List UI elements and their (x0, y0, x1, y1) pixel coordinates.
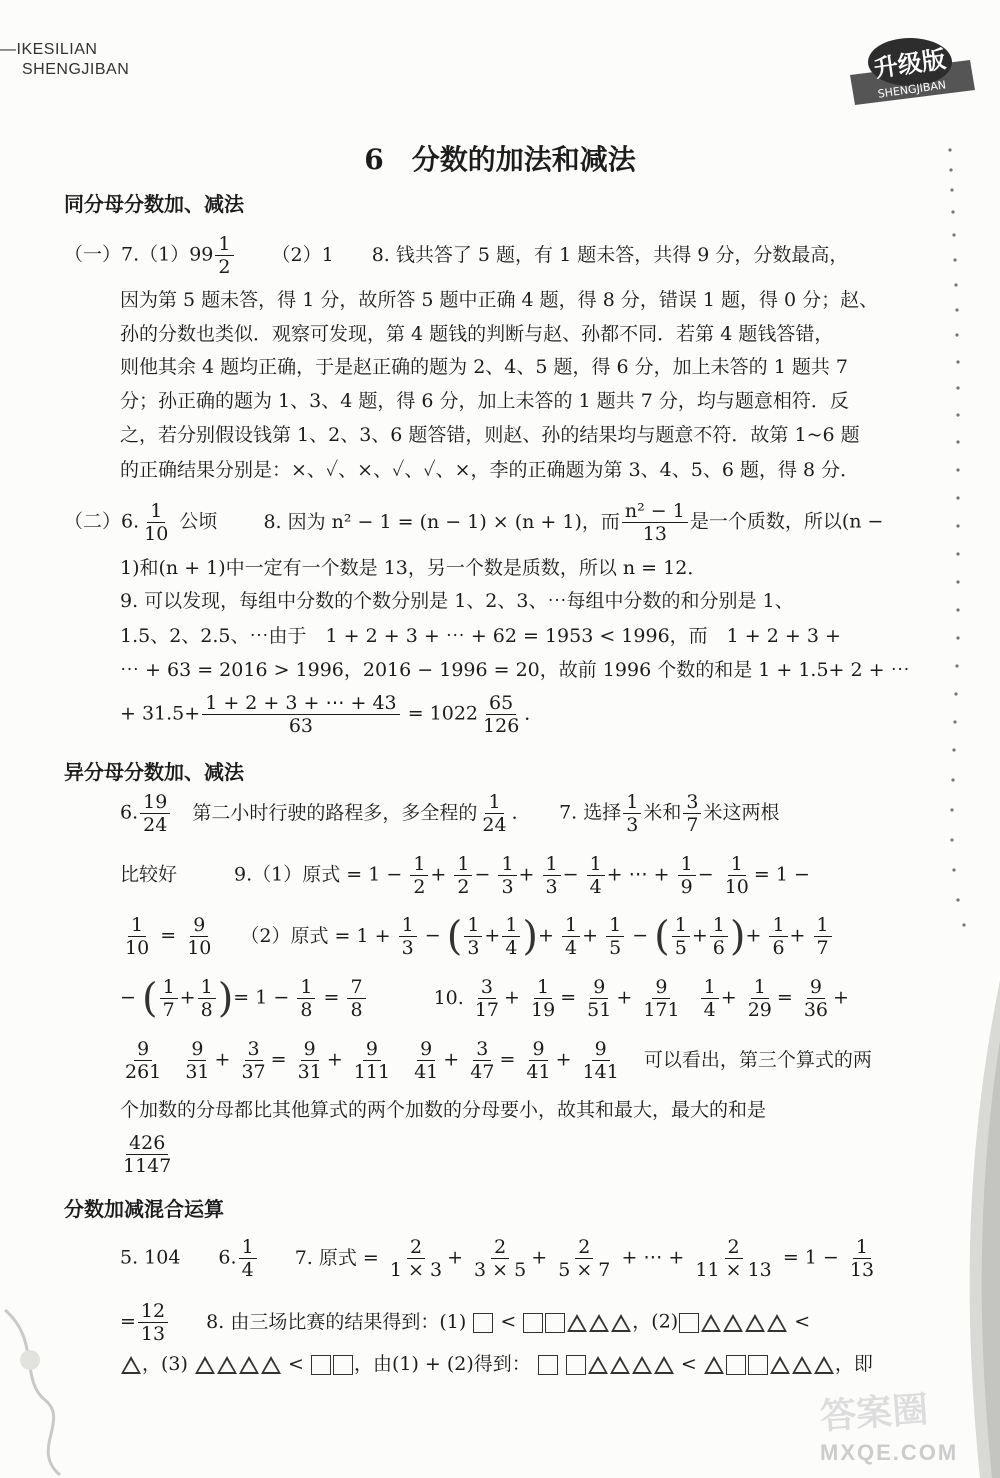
fraction: $\frac{2}{3 \times 5}$ (474, 1236, 527, 1281)
fraction: $\frac{1}{4}$ (562, 914, 580, 959)
fraction: $\frac{19}{24}$ (140, 791, 170, 836)
fraction: $\frac{1}{3}$ (498, 853, 516, 898)
section-heading-1: 同分母分数加、减法 (64, 194, 244, 216)
triangle-symbol (195, 1356, 215, 1374)
part3-line-e: $\frac{9}{261}$ $\frac{9}{31}$ + $\frac{3}{37}$ = $\frac{9}{31}$ + $\frac{9}{111}$ $\frac{9}{41}$ + $\frac{3}{47}$ = $\frac{9}{41}$ + $\frac{9}{141}$ 可以看出，第三个算式的两 (120, 1038, 872, 1083)
fraction: $\frac{1}{4}$ (502, 914, 520, 959)
part3-line-g (118, 1132, 176, 1177)
fraction: $\frac{3}{7}$ (683, 791, 701, 836)
part3-line-c: $\frac{1}{10}$ = $\frac{9}{10}$ （2）原式 = 1 + $\frac{1}{3}$ − ( $\frac{1}{3}$ + $\frac{1}{4}$ )+ $\frac{1}{4}$ + $\frac{1}{5}$ − ( $\frac{1}{5}$ + $\frac{1}{6}$ )+ $\frac{1}{6}$ + $\frac{1}{7}$ (120, 914, 834, 959)
part2-line-2: 1)和(n + 1)中一定有一个数是 13，另一个数是质数，所以 n = 12． (120, 557, 707, 579)
badge-text: 升级版 (872, 45, 948, 83)
triangle-symbol (611, 1314, 631, 1332)
fraction: $\frac{1}{9}$ (678, 853, 696, 898)
fraction: $\frac{9}{31}$ (185, 1038, 210, 1083)
fraction: $\frac{1}{7}$ (814, 914, 832, 959)
fraction: $\frac{65}{126}$ (483, 692, 520, 737)
square-symbol (311, 1355, 331, 1375)
square-symbol (333, 1355, 353, 1375)
fraction: $\frac{2}{5 \times 7}$ (558, 1236, 611, 1281)
part2-line-6: + 31.5+ $\frac{1 + 2 + 3 + \cdots + 43}{63}$ = 1022 $\frac{65}{126}$ ． (120, 692, 544, 737)
fraction: $\frac{9}{31}$ (297, 1038, 322, 1083)
part4-line-a: 5. 104 6. $\frac{1}{4}$ 7. 原式 = $\frac{2}{1 \times 3}$ + $\frac{2}{3 \times 5}$ + $\frac{2}{5 \times 7}$ + ⋯ + $\frac{2}{11 \times 13}$ = 1 − $\frac{1}{13}$ (120, 1236, 879, 1281)
part3-line-a: 6. $\frac{19}{24}$ 第二小时行驶的路程多，多全程的 $\frac{1}{24}$ ． 7. 选择 $\frac{1}{3}$ 米和 $\frac{3}{7}$ 米这两根 (120, 791, 780, 836)
header-line1: —IKESILIAN (0, 41, 98, 58)
fraction: $\frac{3}{37}$ (241, 1038, 266, 1083)
triangle-symbol (654, 1356, 674, 1374)
triangle-symbol (814, 1356, 834, 1374)
watermark-logo: 答案圈 (818, 1388, 930, 1437)
fraction: $\frac{9}{111}$ (353, 1038, 391, 1083)
square-symbol (726, 1355, 746, 1375)
fraction: $\frac{1}{8}$ (297, 976, 315, 1021)
fraction: $\frac{12}{13}$ (138, 1300, 168, 1345)
triangle-symbol (217, 1356, 237, 1374)
triangle-symbol (701, 1314, 721, 1332)
fraction: $\frac{1}{2}$ (410, 853, 428, 898)
triangle-symbol (567, 1314, 587, 1332)
section-heading-3: 分数加减混合运算 (64, 1199, 224, 1221)
running-header (0, 40, 129, 80)
part4-line-c: ，(3) < ，由(1) + (2)得到： < ，即 (120, 1352, 873, 1376)
fraction: $\frac{9}{41}$ (526, 1038, 551, 1083)
triangle-symbol (610, 1356, 630, 1374)
part3-line-d: − ( $\frac{1}{7}$ + $\frac{1}{8}$ )= 1 − $\frac{1}{8}$ = $\frac{7}{8}$ 10. $\frac{3}{17}$ + $\frac{1}{19}$ = $\frac{9}{51}$ + $\frac{9}{171}$ $\frac{1}{4}$ + $\frac{1}{29}$ = $\frac{9}{36}$ + (120, 975, 849, 1022)
triangle-symbol (723, 1314, 743, 1332)
header-line2: SHENGJIBAN (22, 61, 130, 78)
fraction: $\frac{9}{261}$ (125, 1038, 162, 1083)
triangle-symbol (121, 1356, 141, 1374)
fraction: $\frac{9}{41}$ (414, 1038, 439, 1083)
part3-line-f: 个加数的分母都比其他算式的两个加数的分母要小，故其和最大，最大的和是 (120, 1099, 767, 1121)
triangle-symbol (792, 1356, 812, 1374)
fraction: $\frac{3}{47}$ (470, 1038, 495, 1083)
edition-badge (840, 30, 980, 110)
triangle-symbol (632, 1356, 652, 1374)
fraction: $\frac{9}{171}$ (643, 976, 680, 1021)
part2-line-3: 9. 可以发现，每组中分数的个数分别是 1、2、3、⋯每组中分数的和分别是 1、 (120, 590, 794, 612)
part1-line-6: 的正确结果分别是：×、✓、×、✓、✓、×，李的正确题为第 3、4、5、6 题，得 8 分． (120, 459, 860, 481)
triangle-symbol (589, 1314, 609, 1332)
fraction: $\frac{2}{1 \times 3}$ (389, 1236, 443, 1281)
fraction: $\frac{9}{10}$ (187, 914, 212, 959)
fraction: $\frac{1}{7}$ (160, 976, 178, 1021)
fraction: $\frac{9}{36}$ (803, 976, 829, 1021)
fraction: $\frac{1}{13}$ (849, 1236, 875, 1281)
fraction: $\frac{1}{4}$ (587, 853, 605, 898)
square-symbol (545, 1313, 565, 1333)
chapter-title: 6 分数的加法和减法 (364, 143, 636, 176)
triangle-symbol (239, 1356, 259, 1374)
triangle-symbol (261, 1356, 281, 1374)
part1-first-line: （一）7.（1）99 $\frac{1}{2}$ （2）1 8. 钱共答了 5 题，有 1 题未答，共得 9 分，分数最高， (64, 233, 849, 278)
dotted-edge-decoration (940, 140, 980, 940)
fraction: $\frac{3}{17}$ (474, 976, 500, 1021)
fraction: $\frac{1}{10}$ (125, 914, 150, 959)
fraction: $\frac{9}{141}$ (582, 1038, 619, 1083)
triangle-symbol (588, 1356, 608, 1374)
fraction: $\frac{1}{29}$ (747, 976, 772, 1021)
part1-line-2: 孙的分数也类似．观察可发现，第 4 题钱的判断与赵、孙都不同．若第 4 题钱答错， (120, 323, 834, 345)
badge-sub: SHENGJIBAN (876, 78, 947, 101)
part2-line-5: ⋯ + 63 = 2016 > 1996，2016 − 1996 = 20，故前 1996 个数的和是 1 + 1.5+ 2 + ⋯ (120, 659, 910, 681)
triangle-symbol (745, 1314, 765, 1332)
triangle-symbol (770, 1356, 790, 1374)
fraction: $\frac{1}{3}$ (399, 914, 417, 959)
fraction: $\frac{1}{10}$ (144, 500, 169, 545)
fraction: $\frac{1}{4}$ (701, 976, 719, 1021)
fraction: $\frac{9}{51}$ (587, 976, 612, 1021)
flourish-decoration (0, 1300, 80, 1478)
fraction: $\frac{2}{11 \times 13}$ (695, 1236, 772, 1281)
fraction: $\frac{1}{5}$ (606, 914, 624, 959)
square-symbol (473, 1313, 493, 1333)
section-heading-2: 异分母分数加、减法 (64, 762, 244, 784)
part3-line-b: 比较好 9.（1）原式 = 1 − $\frac{1}{2}$ + $\frac{1}{2}$ − $\frac{1}{3}$ + $\frac{1}{3}$ − $\frac{1}{4}$ + ⋯ + $\frac{1}{9}$ − $\frac{1}{10}$ = 1 − (120, 853, 810, 898)
part1-line-1: 因为第 5 题未答，得 1 分，故所答 5 题中正确 4 题，得 8 分，错误 1 题，得 0 分；赵、 (120, 289, 879, 311)
fraction: $\frac{1}{8}$ (198, 976, 216, 1021)
square-symbol (523, 1313, 543, 1333)
part2-line-4: 1.5、2、2.5、⋯由于 1 + 2 + 3 + ⋯ + 62 = 1953 < 1996，而 1 + 2 + 3 + (120, 625, 841, 647)
watermark-url: MXQE.COM (820, 1440, 959, 1465)
fraction: $\frac{\text{n² − 1}}{13}$ (622, 500, 688, 545)
part2-first-line: （二）6. $\frac{1}{10}$ 公顷 8. 因为 n² − 1 = (n − 1) × (n + 1)，而 $\frac{\text{n² − 1}}{13}$ 是一个质数，所以(n − (64, 500, 884, 545)
fraction: $\frac{1}{5}$ (672, 914, 690, 959)
fraction: $\frac{1}{10}$ (724, 853, 749, 898)
fraction: $\frac{1}{2}$ (454, 853, 472, 898)
triangle-symbol (704, 1356, 724, 1374)
square-symbol (566, 1355, 586, 1375)
part1-line-5: 之，若分别假设钱第 1、2、3、6 题答错，则赵、孙的结果均与题意不符．故第 1~6 题 (120, 424, 860, 446)
triangle-symbol (767, 1314, 787, 1332)
fraction: $\frac{1}{4}$ (239, 1236, 257, 1281)
part1-line-4: 分；孙正确的题为 1、3、4 题，得 6 分，加上未答的 1 题共 7 分，均与题意相符．反 (120, 390, 849, 412)
square-symbol (748, 1355, 768, 1375)
square-symbol (538, 1355, 558, 1375)
square-symbol (679, 1313, 699, 1333)
fraction: $\frac{7}{8}$ (347, 976, 365, 1021)
fraction: $\frac{1}{2}$ (215, 233, 233, 278)
fraction: $\frac{1}{24}$ (482, 791, 507, 836)
fraction: $\frac{1}{3}$ (623, 791, 641, 836)
fraction: $\frac{1}{3}$ (464, 914, 482, 959)
fraction: $\frac{1}{3}$ (543, 853, 561, 898)
fraction: $\frac{1}{19}$ (531, 976, 556, 1021)
part1-line-3: 则他其余 4 题均正确，于是赵正确的题为 2、4、5 题，得 6 分，加上未答的 1 题共 7 (120, 356, 848, 378)
fraction: $\frac{1}{6}$ (769, 914, 787, 959)
fraction: $\frac{426}{1147}$ (123, 1132, 172, 1177)
fraction: $\frac{1}{6}$ (710, 914, 728, 959)
part4-line-b: = $\frac{12}{13}$ 8. 由三场比赛的结果得到：(1) < ，(2) < (120, 1300, 811, 1345)
fraction: $\frac{1 + 2 + 3 + \cdots + 43}{63}$ (202, 692, 399, 737)
